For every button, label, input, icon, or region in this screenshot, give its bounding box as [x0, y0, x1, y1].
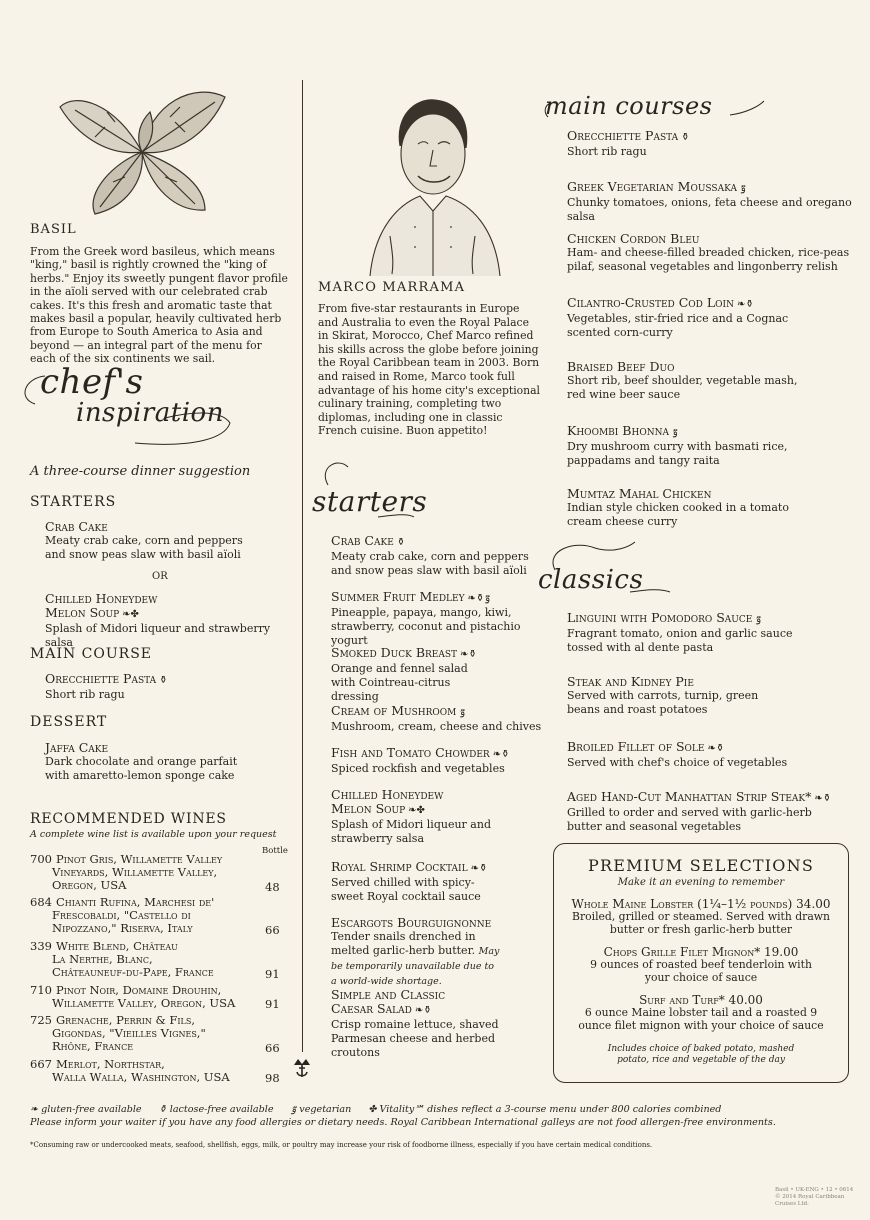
gluten-free-icon: ❧ — [30, 1104, 42, 1115]
chef-bio: From five-star restaurants in Europe and Australia to even the Royal Palace in Skirat, Morocco, Chef Marco refined his skills across the globe before joining the Royal Caribbean team in 2003. Born and raised in Rome, Marco took full advantage of his home city's exceptional culinary training, completing two diplomas, including one in classic French cuisine. Buon appetito! — [318, 302, 541, 438]
main-course-heading: MAIN COURSE — [30, 646, 153, 662]
insp-main — [45, 672, 295, 702]
item-name-row: Orecchiette Pasta ⚱ — [45, 671, 168, 686]
main-courses-script: main courses — [545, 92, 713, 120]
column-divider — [302, 80, 303, 1052]
dessert-heading: DESSERT — [30, 714, 108, 730]
script-line2: inspiration — [76, 398, 224, 428]
item-name: Chilled Honeydew — [45, 591, 158, 606]
premium-item-name: Whole Maine Lobster (1¼–1½ pounds) 34.00 — [571, 897, 831, 911]
wine-item: 700 Pinot Gris, Willamette Valley Vineyards, Willamette Valley, Oregon, USA 48 — [30, 852, 280, 894]
insp-starter-1 — [45, 520, 295, 562]
premium-item-desc: Broiled, grilled or steamed. Served with drawn butter or fresh garlic-herb butter — [572, 910, 830, 936]
main-item: Greek Vegetarian Moussaka ٷ Chunky tomatoes, onions, feta cheese and oregano salsa — [567, 179, 852, 223]
main-flourish — [540, 95, 770, 125]
item-name: Crab Cake — [45, 519, 108, 534]
premium-item-desc: 9 ounces of roasted beef tenderloin with your choice of sauce — [590, 958, 812, 984]
wine-item: 725 Grenache, Perrin & Fils, Gigondas, "Vieilles Vignes," Rhône, France 66 — [30, 1013, 280, 1055]
basil-text: From the Greek word basileus, which means "king," basil is rightly crowned the "king of herbs." Enjoy its sweetly pungent flavor profile in the aïoli served with our celebrated crab cakes. It's this fresh and aromatic taste that makes basil a popular, heavily cultivated herb from Europe to South America to Asia and beyond — an integral part of the menu for each of the six continents we sail. — [30, 245, 288, 366]
insp-starter-2 — [45, 592, 295, 650]
classics-script: classics — [538, 565, 644, 595]
starter-item: Cream of Mushroom ٷ Mushroom, cream, cheese and chives — [331, 703, 542, 733]
wine-item: 684 Chianti Rufina, Marchesi de' Frescobaldi, "Castello di Nipozzano," Riserva, Italy 66 — [30, 895, 280, 937]
crown-anchor-icon — [290, 1055, 314, 1081]
main-item: Mumtaz Mahal Chicken Indian style chicken cooked in a tomato cream cheese curry — [567, 486, 789, 528]
premium-heading: PREMIUM SELECTIONS — [587, 856, 814, 875]
classic-item: Aged Hand-Cut Manhattan Strip Steak* ❧⚱ Grilled to order and served with garlic-herb butter and seasonal vegetables — [567, 789, 832, 833]
classics-flourish — [535, 540, 675, 600]
item-name-line2: Melon Soup ❧✤ — [45, 605, 139, 620]
basil-title: BASIL — [30, 222, 77, 237]
starters-script: starters — [312, 485, 428, 518]
chef-portrait — [330, 86, 530, 276]
premium-subtitle: Make it an evening to remember — [617, 877, 785, 888]
premium-item-name: Surf and Turf* 40.00 — [639, 993, 763, 1007]
item-desc: Short rib ragu — [45, 688, 125, 701]
chef-name: MARCO MARRAMA — [318, 280, 466, 295]
lactose-free-icon: ⚱ — [158, 1104, 170, 1115]
main-item: Braised Beef Duo Short rib, beef shoulder, vegetable mash, red wine beer sauce — [567, 359, 798, 401]
gf-legend: ❧ gluten-free available — [30, 1104, 142, 1115]
main-item: Orecchiette Pasta ⚱ Short rib ragu — [567, 128, 690, 158]
item-desc: Splash of Midori liqueur and strawberry salsa — [45, 622, 271, 649]
starter-item: Crab Cake ⚱ Meaty crab cake, corn and peppers and snow peas slaw with basil aïoli — [331, 533, 529, 577]
dietary-legend — [30, 1103, 850, 1129]
wine-item: 339 White Blend, Château La Nerthe, Blanc, Châteauneuf-du-Pape, France 91 — [30, 939, 280, 981]
premium-item-desc: 6 ounce Maine lobster tail and a roasted 9 ounce filet mignon with your choice of sauce — [578, 1006, 824, 1032]
starter-item: Royal Shrimp Cocktail ❧⚱ Served chilled with spicy-sweet Royal cocktail sauce — [331, 859, 488, 903]
starters-flourish — [308, 455, 418, 527]
premium-selections-box — [553, 843, 849, 1083]
wines-subtitle: A complete wine list is available upon your request — [30, 829, 277, 840]
starter-item: Escargots Bourguignonne Tender snails drenched in melted garlic-herb butter. May be temporarily unavailable due to a world-wide shortage. — [331, 915, 500, 987]
raw-food-disclaimer: *Consuming raw or undercooked meats, seafood, shellfish, eggs, milk, or poultry may increase your risk of foodborne illness, especially if you have certain medical conditions. — [30, 1141, 653, 1149]
starter-item: Fish and Tomato Chowder ❧⚱ Spiced rockfish and vegetables — [331, 745, 510, 775]
item-desc: Dark chocolate and orange parfait with amaretto-lemon sponge cake — [45, 755, 238, 782]
veg-legend: ٷ vegetarian — [290, 1104, 352, 1115]
starter-item: Summer Fruit Medley ❧⚱ٷ Pineapple, papaya, mango, kiwi, strawberry, coconut and pistachio yogurt — [331, 589, 521, 647]
lf-legend: ⚱ lactose-free available — [158, 1104, 274, 1115]
vegetarian-icon: ٷ — [290, 1104, 300, 1115]
script-flourish — [15, 368, 240, 458]
allergy-notice: Please inform your waiter if you have any food allergies or dietary needs. Royal Caribbean International galleys are not food allergen-free environments. — [30, 1117, 776, 1128]
vitality-icon: ✤ — [368, 1104, 380, 1115]
classic-item: Broiled Fillet of Sole ❧⚱ Served with chef's choice of vegetables — [567, 739, 788, 769]
script-line1: chef's — [40, 362, 144, 402]
starter-item: Chilled Honeydew Melon Soup ❧✤ Splash of Midori liqueur and strawberry salsa — [331, 787, 491, 845]
wine-item: 667 Merlot, Northstar, Walla Walla, Washington, USA 98 — [30, 1057, 280, 1085]
main-item: Khoombi Bhonna ٷ Dry mushroom curry with basmati rice, pappadams and tangy raita — [567, 423, 788, 467]
fine-print: Basil • UK-ENG • 12 • 0614 © 2014 Royal Caribbean Cruises Ltd. — [775, 1187, 854, 1207]
premium-note: Includes choice of baked potato, mashed potato, rice and vegetable of the day — [607, 1044, 795, 1065]
vitality-legend: ✤ Vitality℠ dishes reflect a 3-course menu under 800 calories combined — [368, 1104, 722, 1115]
premium-item-name: Chops Grille Filet Mignon* 19.00 — [603, 945, 799, 959]
wines-heading: RECOMMENDED WINES — [30, 811, 227, 827]
starter-item: Simple and Classic Caesar Salad ❧⚱ Crisp romaine lettuce, shaved Parmesan cheese and herbed croutons — [331, 987, 499, 1059]
main-item: Chicken Cordon Bleu Ham- and cheese-filled breaded chicken, rice-peas pilaf, seasonal vegetables and lingonberry relish — [567, 231, 850, 273]
wine-item: 710 Pinot Noir, Domaine Drouhin, Willamette Valley, Oregon, USA 91 — [30, 983, 280, 1011]
bottle-label: Bottle — [262, 846, 288, 856]
item-desc: Meaty crab cake, corn and peppers and snow peas slaw with basil aïoli — [45, 534, 243, 561]
main-item: Cilantro-Crusted Cod Loin ❧⚱ Vegetables, stir-fried rice and a Cognac scented corn-curry — [567, 295, 789, 339]
item-name: Jaffa Cake — [45, 740, 109, 755]
starter-item: Smoked Duck Breast ❧⚱ Orange and fennel salad with Cointreau-citrus dressing — [331, 645, 477, 703]
classic-item: Linguini with Pomodoro Sauce ٷ Fragrant tomato, onion and garlic sauce tossed with al dente pasta — [567, 610, 793, 654]
insp-dessert — [45, 741, 295, 783]
inspiration-subtitle: A three-course dinner suggestion — [30, 464, 251, 479]
basil-illustration — [55, 82, 230, 217]
starters-heading: STARTERS — [30, 494, 117, 510]
classic-item: Steak and Kidney Pie Served with carrots, turnip, green beans and roast potatoes — [567, 674, 759, 716]
or-label: OR — [152, 571, 168, 582]
